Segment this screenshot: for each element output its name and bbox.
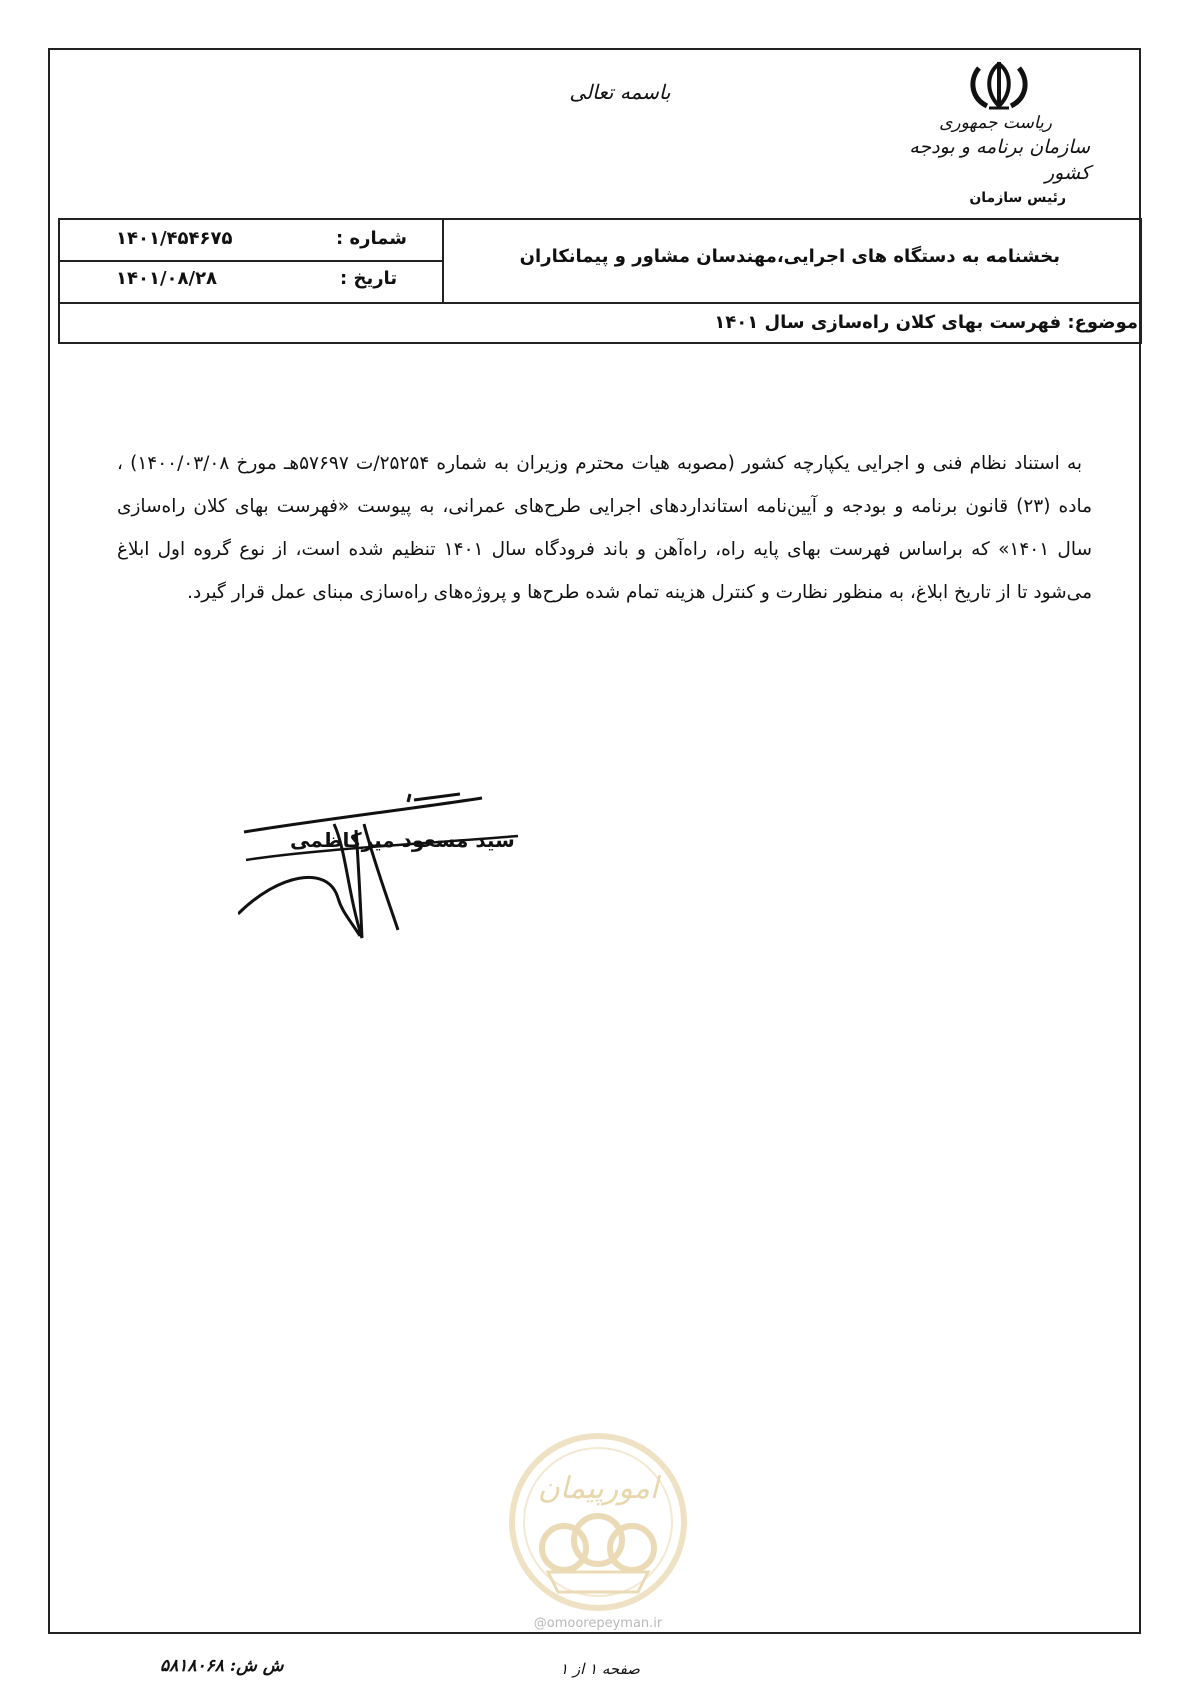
recipients: بخشنامه به دستگاه های اجرایی،مهندسان مشاور و پیمانکاران (519, 246, 1060, 267)
header-table (58, 218, 1142, 344)
subject: موضوع: فهرست بهای کلان راه‌سازی سال ۱۴۰۱ (714, 312, 1138, 333)
number-label: شماره : (336, 228, 407, 249)
org-head-title: رئیس سازمان (969, 190, 1066, 206)
divider (60, 260, 442, 262)
divider (442, 220, 444, 304)
footer-reference: ش ش: ۵۸۱۸۰۶۸ (160, 1656, 284, 1676)
watermark-url: @omoorepeyman.ir (533, 1616, 663, 1631)
svg-text:امورپیمان: امورپیمان (537, 1471, 659, 1506)
number-value: ۱۴۰۱/۴۵۴۶۷۵ (116, 228, 233, 249)
body-paragraph: به استناد نظام فنی و اجرایی یکپارچه کشور (مصوبه هیات محترم وزیران به شماره ۲۵۲۵۴/ت ۵۷۶۹۷هـ مورخ ۱۴۰۰/۰۳/۰۸) ، ماده (۲۳) قانون برنامه و بودجه و آیین‌نامه استانداردهای اجرایی طرح‌های عمرانی، به پیوست «فهرست بهای کلان راه‌سازی سال ۱۴۰۱» که براساس فهرست بهای پایه راه، راه‌آهن و باند فرودگاه سال ۱۴۰۱ تنظیم شده است، از نوع گروه اول ابلاغ می‌شود تا از تاریخ ابلاغ، به منظور نظارت و کنترل هزینه تمام شده طرح‌ها و پروژه‌های راه‌سازی مبنای عمل قرار گیرد. (117, 453, 1092, 603)
org-name: سازمان برنامه و بودجه کشور (909, 136, 1090, 184)
divider (60, 302, 1140, 304)
iran-emblem-icon (965, 58, 1033, 112)
org-presidency: ریاست جمهوری (939, 113, 1052, 133)
organization-block (900, 112, 1090, 210)
date-value: ۱۴۰۱/۰۸/۲۸ (116, 268, 218, 289)
letter-body (117, 442, 1092, 614)
watermark-logo-icon (508, 1432, 688, 1612)
signatory-name: سید مسعود میرکاظمی (290, 828, 515, 852)
signature-scribble (238, 790, 528, 940)
page-number: صفحه ۱ از ۱ (560, 1660, 640, 1678)
bismillah: باسمه تعالی (569, 80, 671, 104)
date-label: تاریخ : (340, 268, 398, 289)
